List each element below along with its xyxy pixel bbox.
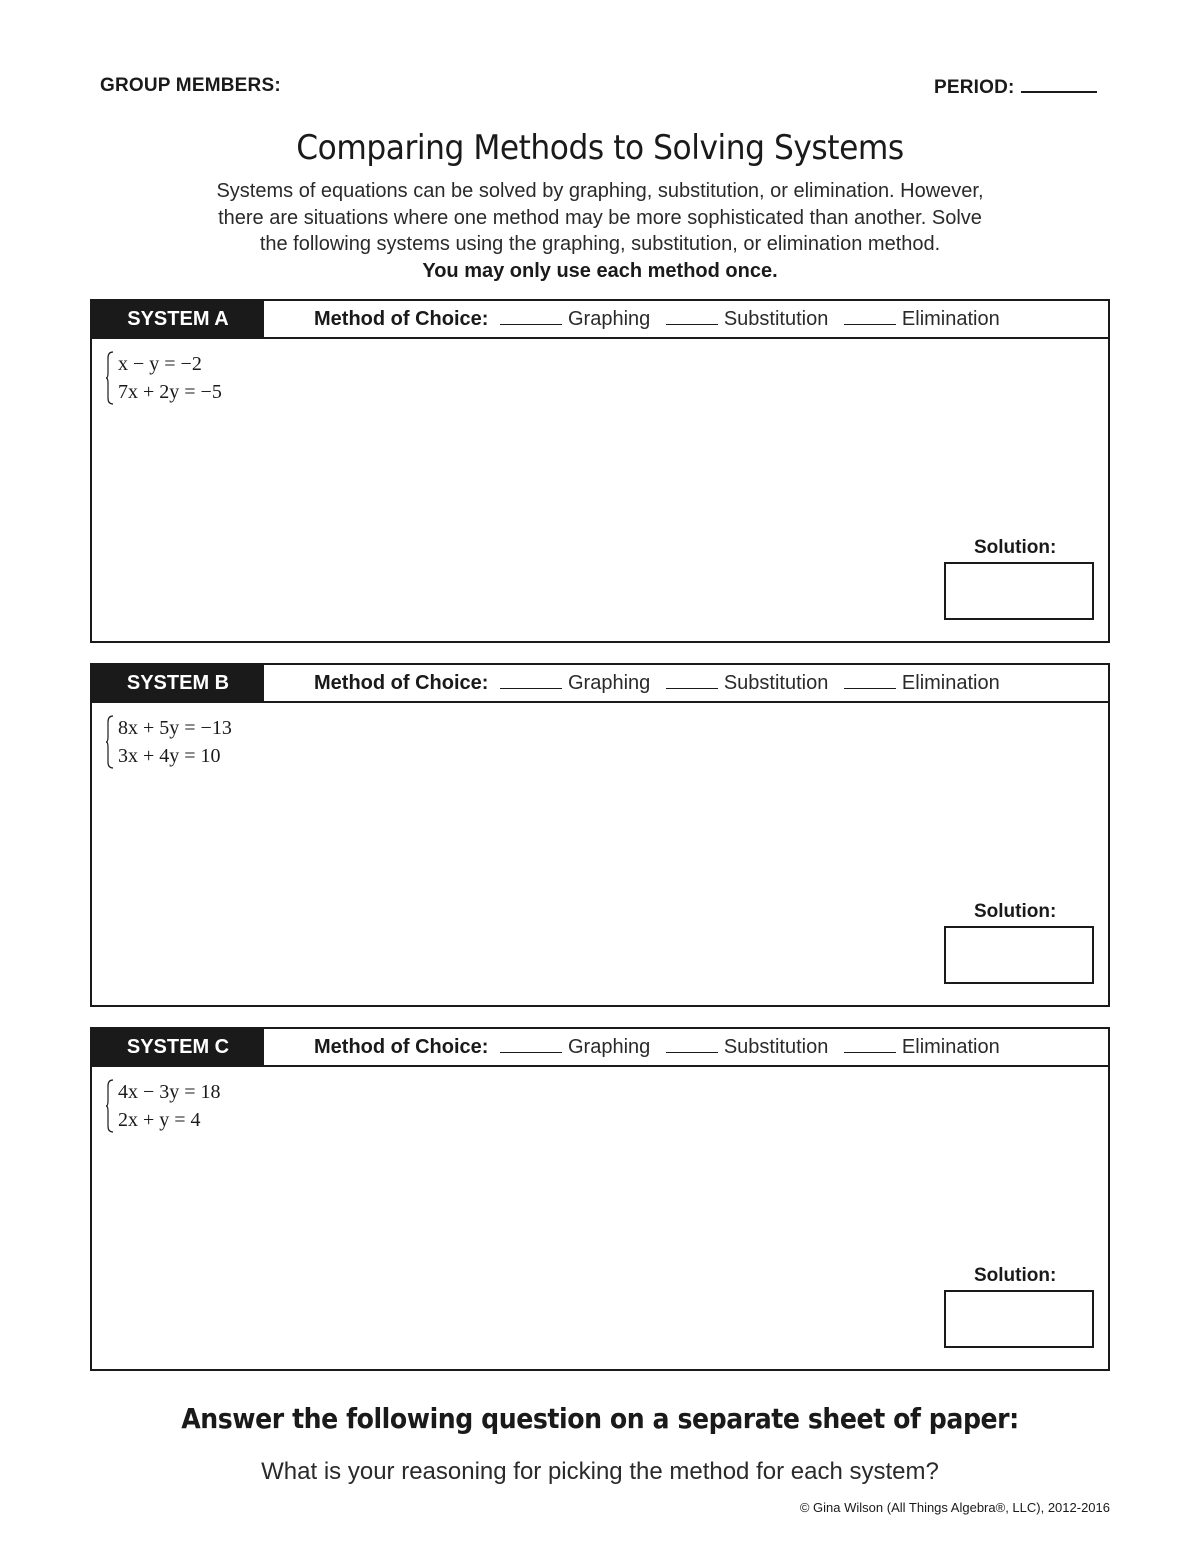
method-of-choice-label: Method of Choice: <box>314 672 489 694</box>
system-a-method-row <box>314 301 1010 337</box>
period-label <box>934 75 1097 99</box>
copyright-notice: © Gina Wilson (All Things Algebra®, LLC), 2012-2016 <box>799 1500 1110 1515</box>
intro-line-2: there are situations where one method may be more sophisticated than another. Solve <box>218 206 982 229</box>
intro-paragraph <box>130 178 1070 284</box>
system-c-label: SYSTEM C <box>92 1029 264 1065</box>
elimination-option: Elimination <box>901 308 1000 330</box>
page-title: Comparing Methods to Solving Systems <box>296 128 904 168</box>
reasoning-question: What is your reasoning for picking the method for each system? <box>261 1458 939 1485</box>
elimination-option: Elimination <box>901 672 1000 694</box>
equation-2: 3x + 4y = 10 <box>118 745 221 767</box>
group-members-text: GROUP MEMBERS: <box>100 75 281 96</box>
intro-line-1: Systems of equations can be solved by graphing, substitution, or elimination. However, <box>216 180 984 202</box>
substitution-blank[interactable] <box>666 666 718 689</box>
system-b-method-row <box>314 665 1010 701</box>
intro-line-3: the following systems using the graphing, substitution, or elimination method. <box>259 233 941 255</box>
substitution-option: Substitution <box>723 672 829 694</box>
solution-label: Solution: <box>974 537 1057 558</box>
graphing-option: Graphing <box>568 308 651 330</box>
solution-box[interactable] <box>944 562 1094 620</box>
system-b-panel <box>90 663 1110 1007</box>
substitution-blank[interactable] <box>666 1030 718 1053</box>
graphing-blank[interactable] <box>500 302 562 325</box>
answer-heading: Answer the following question on a separate sheet of paper: <box>181 1402 1019 1435</box>
intro-bold-line: You may only use each method once. <box>422 259 778 282</box>
system-c-method-row <box>314 1029 1010 1065</box>
substitution-option: Substitution <box>723 1036 829 1058</box>
graphing-blank[interactable] <box>500 1030 562 1053</box>
system-b-header <box>92 665 1108 703</box>
system-a-panel <box>90 299 1110 643</box>
brace-icon <box>106 1079 114 1133</box>
graphing-option: Graphing <box>568 672 651 694</box>
period-text: PERIOD: <box>934 77 1015 98</box>
group-members-label <box>100 75 281 97</box>
equation-2: 7x + 2y = −5 <box>118 381 222 403</box>
equation-1: 8x + 5y = −13 <box>118 717 232 739</box>
graphing-blank[interactable] <box>500 666 562 689</box>
solution-label: Solution: <box>974 901 1057 922</box>
solution-label: Solution: <box>974 1265 1057 1286</box>
system-a-label: SYSTEM A <box>92 301 264 337</box>
solution-box[interactable] <box>944 1290 1094 1348</box>
system-a-header <box>92 301 1108 339</box>
equation-2: 2x + y = 4 <box>118 1109 201 1131</box>
substitution-option: Substitution <box>723 308 829 330</box>
brace-icon <box>106 351 114 405</box>
solution-box[interactable] <box>944 926 1094 984</box>
elimination-blank[interactable] <box>844 1030 896 1053</box>
elimination-blank[interactable] <box>844 666 896 689</box>
method-of-choice-label: Method of Choice: <box>314 308 489 330</box>
brace-icon <box>106 715 114 769</box>
system-b-label: SYSTEM B <box>92 665 264 701</box>
system-c-panel <box>90 1027 1110 1371</box>
elimination-option: Elimination <box>901 1036 1000 1058</box>
substitution-blank[interactable] <box>666 302 718 325</box>
system-c-header <box>92 1029 1108 1067</box>
equation-1: x − y = −2 <box>118 353 202 375</box>
graphing-option: Graphing <box>568 1036 651 1058</box>
method-of-choice-label: Method of Choice: <box>314 1036 489 1058</box>
period-blank[interactable] <box>1021 75 1097 93</box>
equation-1: 4x − 3y = 18 <box>118 1081 221 1103</box>
elimination-blank[interactable] <box>844 302 896 325</box>
